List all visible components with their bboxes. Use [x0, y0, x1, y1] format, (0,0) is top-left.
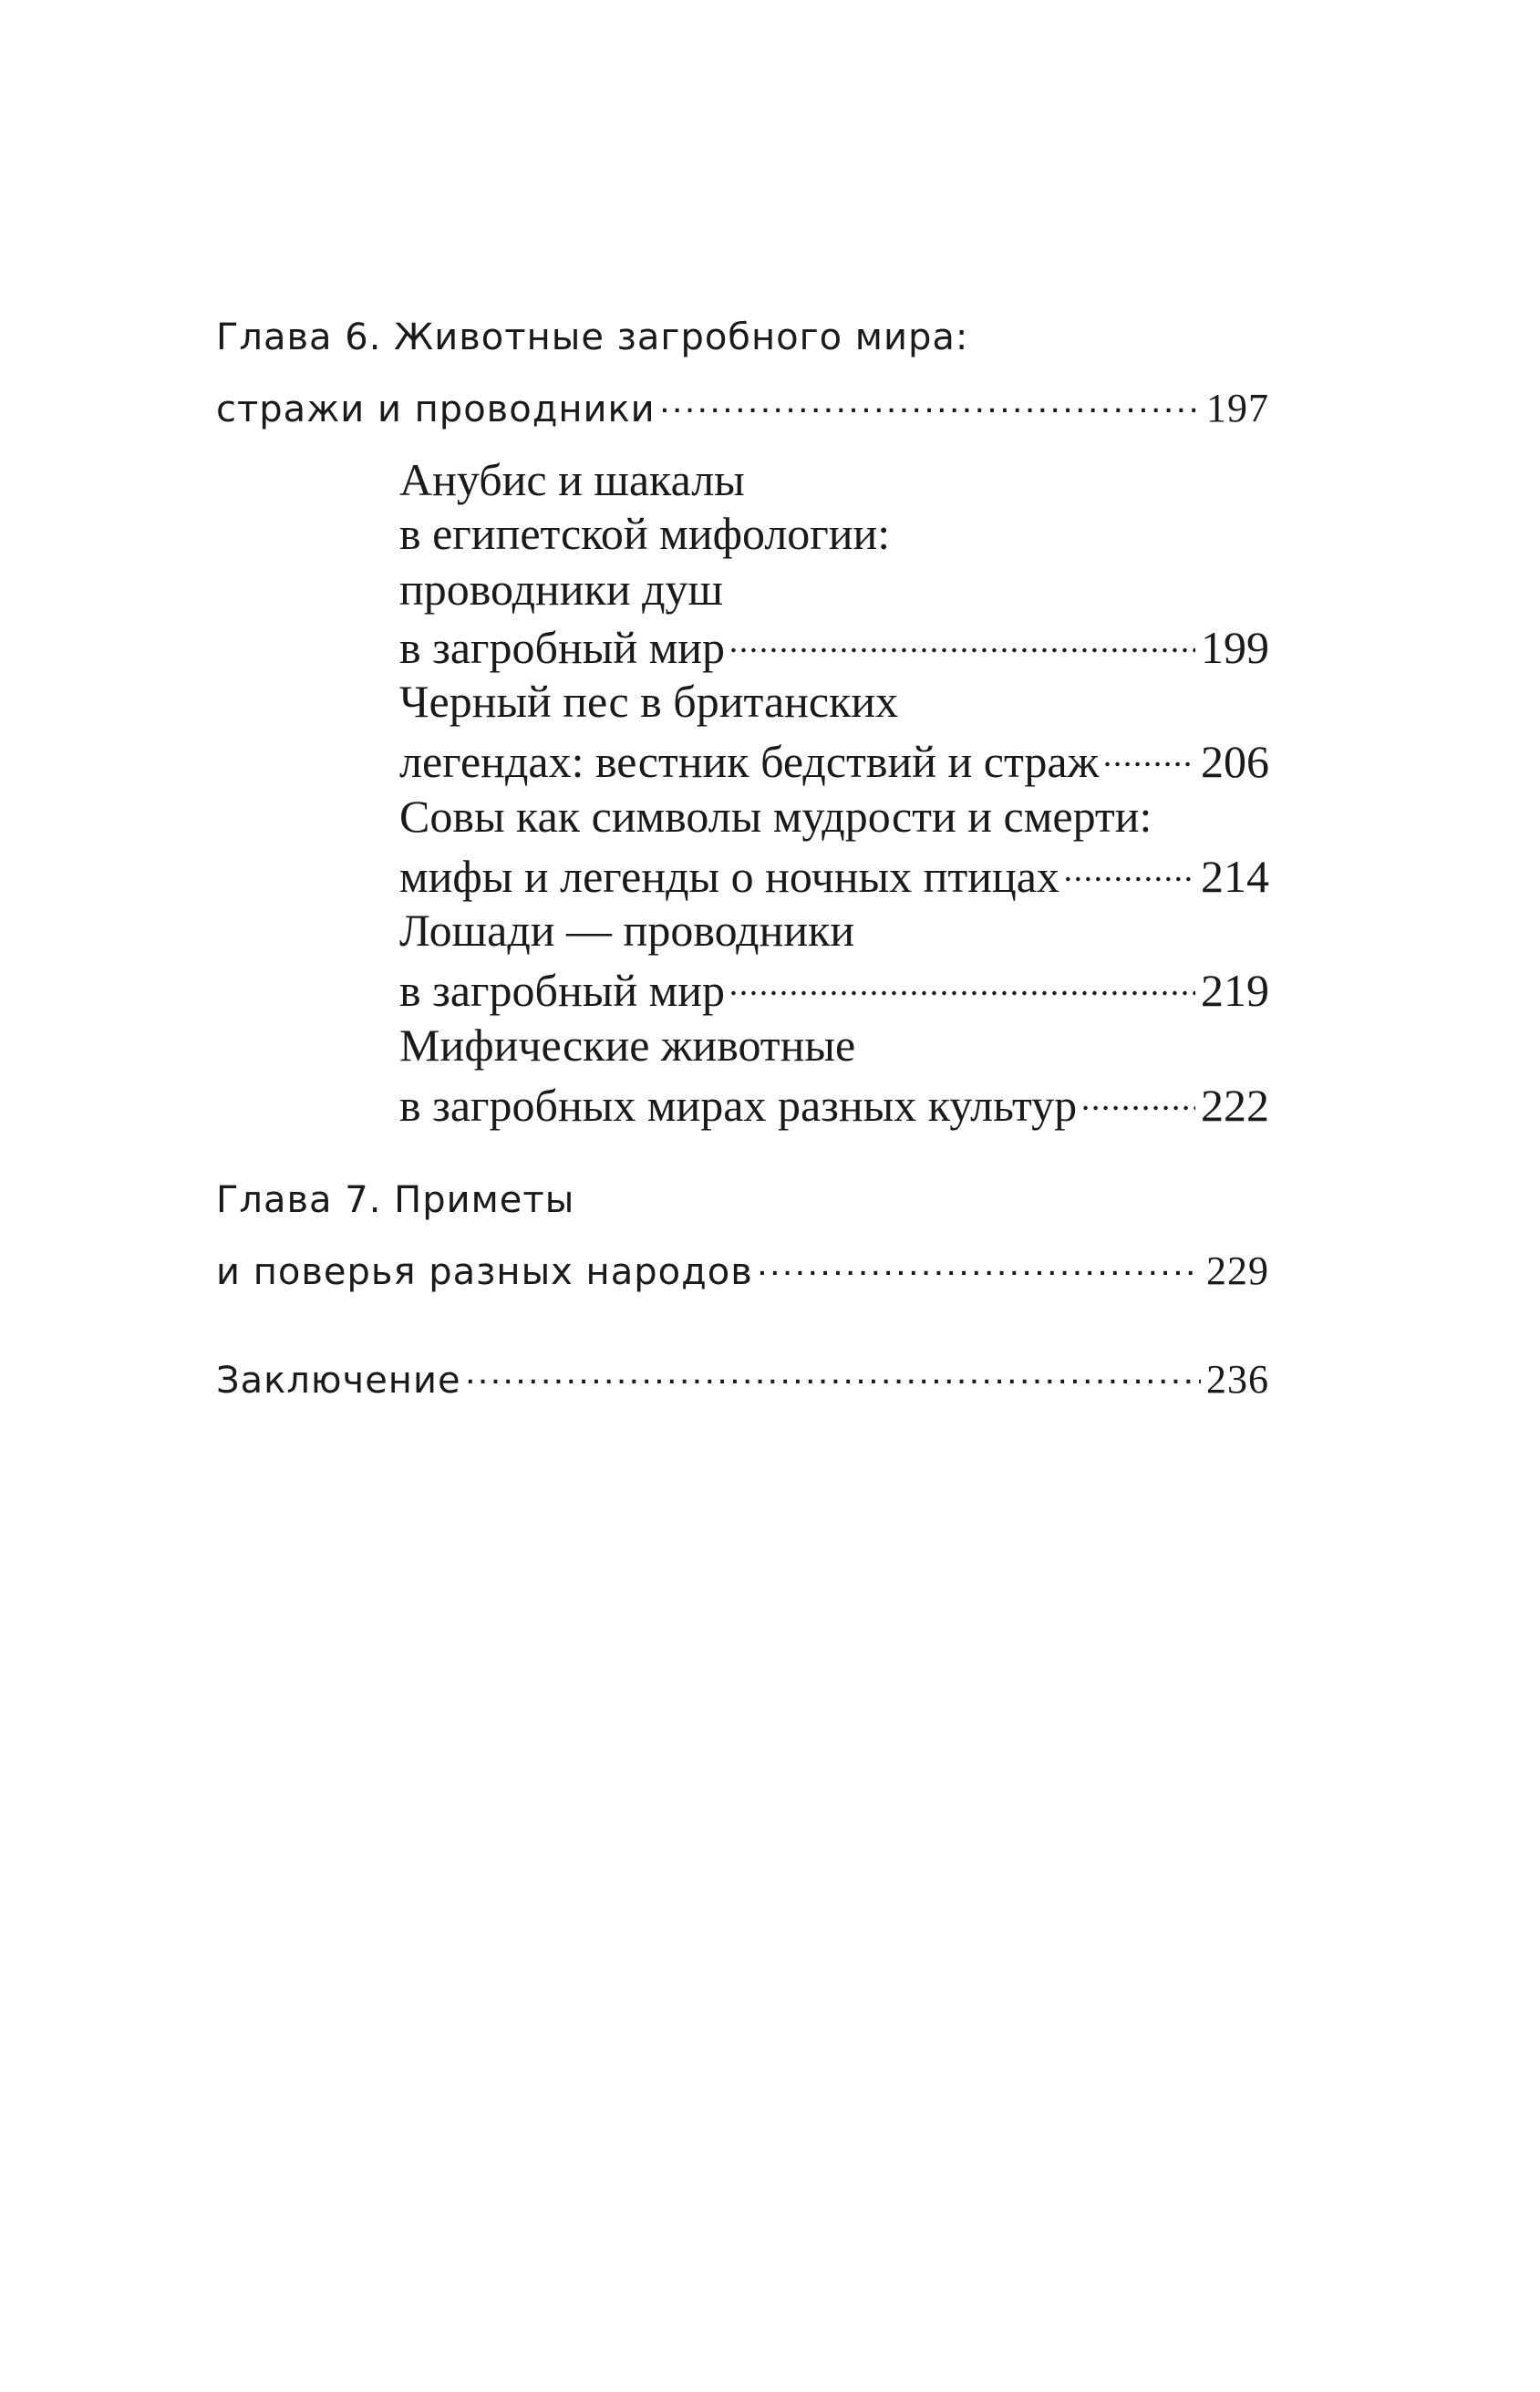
section-title-line: [399, 1019, 1269, 1072]
chapter-title: стражи и проводники: [216, 388, 656, 430]
section-title-line: [399, 790, 1269, 843]
page-number: 197: [1206, 386, 1269, 430]
toc-entry-section-3[interactable]: [399, 846, 1269, 903]
section-title: в загробный мир: [399, 622, 726, 673]
chapter-title: Глава 6. Животные загробного мира:: [216, 316, 969, 358]
chapter-7-title-line-1: [216, 1179, 1269, 1221]
dot-leader: [1065, 846, 1195, 892]
section-title: легендах: вестник бедствий и страж: [399, 736, 1100, 787]
chapter-title: и поверья разных народов: [216, 1251, 753, 1293]
dot-leader: [730, 617, 1195, 663]
page-number: 206: [1201, 736, 1269, 787]
dot-leader: [661, 385, 1201, 421]
toc-entry-chapter-7[interactable]: [216, 1248, 1269, 1294]
page-number: 222: [1201, 1080, 1269, 1131]
section-title: в египетской мифологии:: [399, 508, 891, 559]
section-title-line: [399, 453, 1269, 506]
toc-entry-chapter-6[interactable]: [216, 385, 1269, 431]
section-title: мифы и легенды о ночных птицах: [399, 851, 1059, 902]
dot-leader: [1104, 731, 1195, 777]
section-title: Анубис и шакалы: [399, 454, 745, 505]
section-title-line: [399, 563, 1269, 616]
section-title: в загробных мирах разных культур: [399, 1080, 1078, 1131]
section-title: Совы как символы мудрости и смерти:: [399, 791, 1152, 842]
toc-entry-section-4[interactable]: [399, 960, 1269, 1017]
toc-entry-section-1[interactable]: [399, 617, 1269, 674]
chapter-title: Глава 7. Приметы: [216, 1179, 575, 1221]
page-number: 219: [1201, 965, 1269, 1016]
page-number: 214: [1201, 851, 1269, 902]
page-number: 236: [1206, 1357, 1269, 1402]
page-number: 199: [1201, 622, 1269, 673]
toc-entry-section-5[interactable]: [399, 1075, 1269, 1132]
section-title-line: [399, 507, 1269, 560]
section-title: Черный пес в британских: [399, 676, 899, 727]
chapter-6-title-line-1: [216, 316, 1269, 358]
dot-leader: [759, 1248, 1201, 1284]
section-title: Лошади — проводники: [399, 905, 855, 956]
section-title-line: [399, 904, 1269, 957]
dot-leader: [1082, 1075, 1195, 1121]
dot-leader: [467, 1356, 1201, 1393]
page-number: 229: [1206, 1248, 1269, 1293]
section-title: Мифические животные: [399, 1020, 856, 1071]
section-title: проводники душ: [399, 564, 724, 615]
section-title: в загробный мир: [399, 965, 726, 1016]
dot-leader: [730, 960, 1195, 1006]
conclusion-title: Заключение: [216, 1360, 461, 1402]
toc-entry-section-2[interactable]: [399, 731, 1269, 788]
section-title-line: [399, 675, 1269, 728]
toc-entry-conclusion[interactable]: [216, 1356, 1269, 1403]
